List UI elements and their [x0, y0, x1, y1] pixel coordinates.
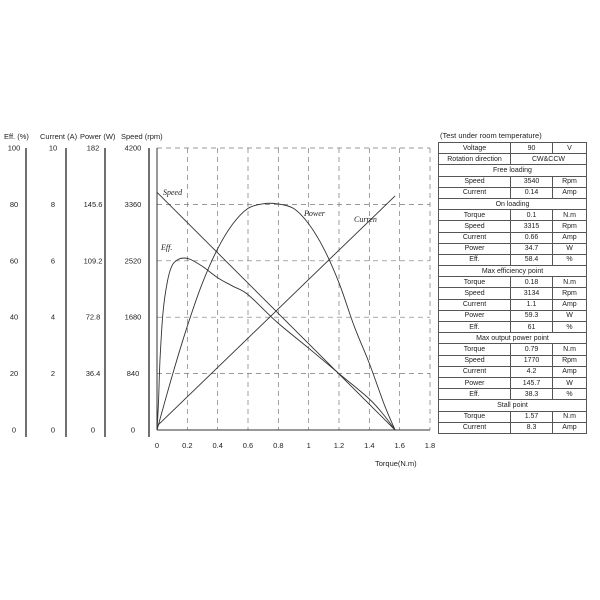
spec-section-title: Stall point	[439, 400, 587, 411]
spec-section-title: Max efficiency point	[439, 266, 587, 277]
spec-unit: N.m	[553, 277, 587, 288]
spec-row	[439, 411, 587, 422]
spec-value: 38.3	[511, 389, 553, 400]
spec-unit: Amp	[553, 422, 587, 433]
spec-row	[439, 243, 587, 254]
spec-value: 1770	[511, 355, 553, 366]
spec-row	[439, 232, 587, 243]
spec-value: 4.2	[511, 366, 553, 377]
spec-label: Torque	[439, 210, 511, 221]
y-tick-label: 36.4	[85, 369, 101, 379]
spec-unit: Rpm	[553, 355, 587, 366]
spec-value: 34.7	[511, 243, 553, 254]
spec-value: 90	[511, 143, 553, 154]
spec-section-row	[439, 165, 587, 176]
spec-row	[439, 288, 587, 299]
spec-section-title: Max output power point	[439, 333, 587, 344]
spec-row	[439, 176, 587, 187]
spec-unit: Amp	[553, 299, 587, 310]
spec-label: Eff.	[439, 389, 511, 400]
spec-row	[439, 277, 587, 288]
y-axis-label: Current (A)	[40, 132, 78, 141]
spec-row	[439, 154, 587, 165]
spec-row	[439, 322, 587, 333]
spec-label: Current	[439, 299, 511, 310]
spec-value: 3315	[511, 221, 553, 232]
x-tick-label: 1.8	[424, 441, 436, 450]
series-power-label: Power	[304, 209, 325, 218]
spec-label: Eff.	[439, 322, 511, 333]
spec-section-row	[439, 198, 587, 209]
spec-unit: N.m	[553, 411, 587, 422]
spec-row	[439, 377, 587, 388]
spec-value: 3540	[511, 176, 553, 187]
y-tick-label: 8	[50, 199, 56, 209]
spec-value: 0.14	[511, 187, 553, 198]
x-axis-label: Torque(N.m)	[375, 459, 417, 468]
spec-unit: Rpm	[553, 288, 587, 299]
y-tick-label: 0	[130, 425, 136, 435]
spec-label: Rotation direction	[439, 154, 511, 165]
spec-value: 0.1	[511, 210, 553, 221]
spec-label: Speed	[439, 355, 511, 366]
y-tick-label: 109.2	[83, 256, 103, 266]
spec-label: Power	[439, 243, 511, 254]
spec-value: 61	[511, 322, 553, 333]
spec-value: 58.4	[511, 254, 553, 265]
spec-section-row	[439, 333, 587, 344]
y-tick-label: 145.6	[83, 199, 103, 209]
y-tick-label: 20	[9, 369, 19, 379]
y-tick-label: 1680	[124, 312, 142, 322]
spec-row	[439, 355, 587, 366]
spec-label: Torque	[439, 344, 511, 355]
spec-row	[439, 310, 587, 321]
spec-unit: %	[553, 322, 587, 333]
x-tick-label: 1.6	[394, 441, 405, 450]
spec-unit: V	[553, 143, 587, 154]
spec-value: 0.18	[511, 277, 553, 288]
spec-label: Current	[439, 366, 511, 377]
spec-label: Current	[439, 422, 511, 433]
series-eff-label: Eff.	[161, 243, 173, 252]
y-tick-label: 2520	[124, 256, 142, 266]
x-tick-label: 0.2	[182, 441, 193, 450]
spec-row	[439, 254, 587, 265]
spec-value: 0.79	[511, 344, 553, 355]
y-tick-label: 72.8	[85, 312, 101, 322]
spec-row	[439, 422, 587, 433]
spec-value: 145.7	[511, 377, 553, 388]
spec-unit: N.m	[553, 344, 587, 355]
series-curren-label: Curren	[354, 215, 377, 224]
spec-section-row	[439, 266, 587, 277]
y-tick-label: 182	[86, 143, 100, 153]
spec-label: Torque	[439, 277, 511, 288]
x-tick-label: 0	[154, 441, 160, 450]
spec-row	[439, 143, 587, 154]
y-tick-label: 40	[9, 312, 19, 322]
spec-label: Voltage	[439, 143, 511, 154]
spec-value: 8.3	[511, 422, 553, 433]
y-tick-label: 100	[7, 143, 21, 153]
y-axis-label: Power (W)	[80, 132, 116, 141]
y-tick-label: 3360	[124, 199, 142, 209]
spec-label: Torque	[439, 411, 511, 422]
x-tick-label: 0.8	[273, 441, 284, 450]
y-tick-label: 840	[126, 369, 140, 379]
y-axis-label: Speed (rpm)	[121, 132, 163, 141]
spec-unit: Rpm	[553, 176, 587, 187]
spec-unit: N.m	[553, 210, 587, 221]
spec-value: CW&CCW	[511, 154, 587, 165]
spec-unit: W	[553, 310, 587, 321]
series-speed-label: Speed	[163, 188, 183, 197]
spec-unit: Amp	[553, 187, 587, 198]
spec-label: Speed	[439, 221, 511, 232]
spec-section-row	[439, 400, 587, 411]
spec-value: 59.3	[511, 310, 553, 321]
y-tick-label: 4	[50, 312, 56, 322]
x-tick-label: 0.6	[242, 441, 254, 450]
spec-row	[439, 221, 587, 232]
y-tick-label: 80	[9, 199, 19, 209]
spec-unit: %	[553, 389, 587, 400]
spec-unit: W	[553, 243, 587, 254]
y-tick-label: 60	[9, 256, 19, 266]
y-axis-label: Eff. (%)	[4, 132, 29, 141]
y-tick-label: 4200	[124, 143, 142, 153]
series-eff-curve	[157, 258, 395, 430]
x-tick-label: 1.4	[364, 441, 375, 450]
spec-unit: Rpm	[553, 221, 587, 232]
x-tick-label: 0.4	[212, 441, 223, 450]
spec-row	[439, 366, 587, 377]
spec-row	[439, 299, 587, 310]
y-tick-label: 0	[11, 425, 17, 435]
x-tick-label: 1	[306, 441, 311, 450]
spec-unit: Amp	[553, 366, 587, 377]
spec-section-title: Free loading	[439, 165, 587, 176]
spec-value: 1.57	[511, 411, 553, 422]
series-power-curve	[157, 203, 395, 430]
spec-label: Speed	[439, 288, 511, 299]
spec-value: 3134	[511, 288, 553, 299]
spec-table-caption: (Test under room temperature)	[440, 131, 542, 140]
y-tick-label: 2	[50, 369, 56, 379]
y-tick-label: 0	[50, 425, 56, 435]
spec-label: Power	[439, 310, 511, 321]
spec-row	[439, 210, 587, 221]
y-tick-label: 6	[50, 256, 56, 266]
spec-label: Eff.	[439, 254, 511, 265]
spec-unit: W	[553, 377, 587, 388]
spec-label: Power	[439, 377, 511, 388]
spec-section-title: On loading	[439, 198, 587, 209]
spec-unit: %	[553, 254, 587, 265]
spec-row	[439, 389, 587, 400]
spec-value: 1.1	[511, 299, 553, 310]
spec-value: 0.66	[511, 232, 553, 243]
spec-label: Speed	[439, 176, 511, 187]
spec-unit: Amp	[553, 232, 587, 243]
spec-label: Current	[439, 187, 511, 198]
spec-label: Current	[439, 232, 511, 243]
y-tick-label: 10	[48, 143, 58, 153]
y-tick-label: 0	[90, 425, 96, 435]
spec-row	[439, 187, 587, 198]
spec-row	[439, 344, 587, 355]
x-tick-label: 1.2	[333, 441, 345, 450]
spec-table	[438, 142, 587, 434]
